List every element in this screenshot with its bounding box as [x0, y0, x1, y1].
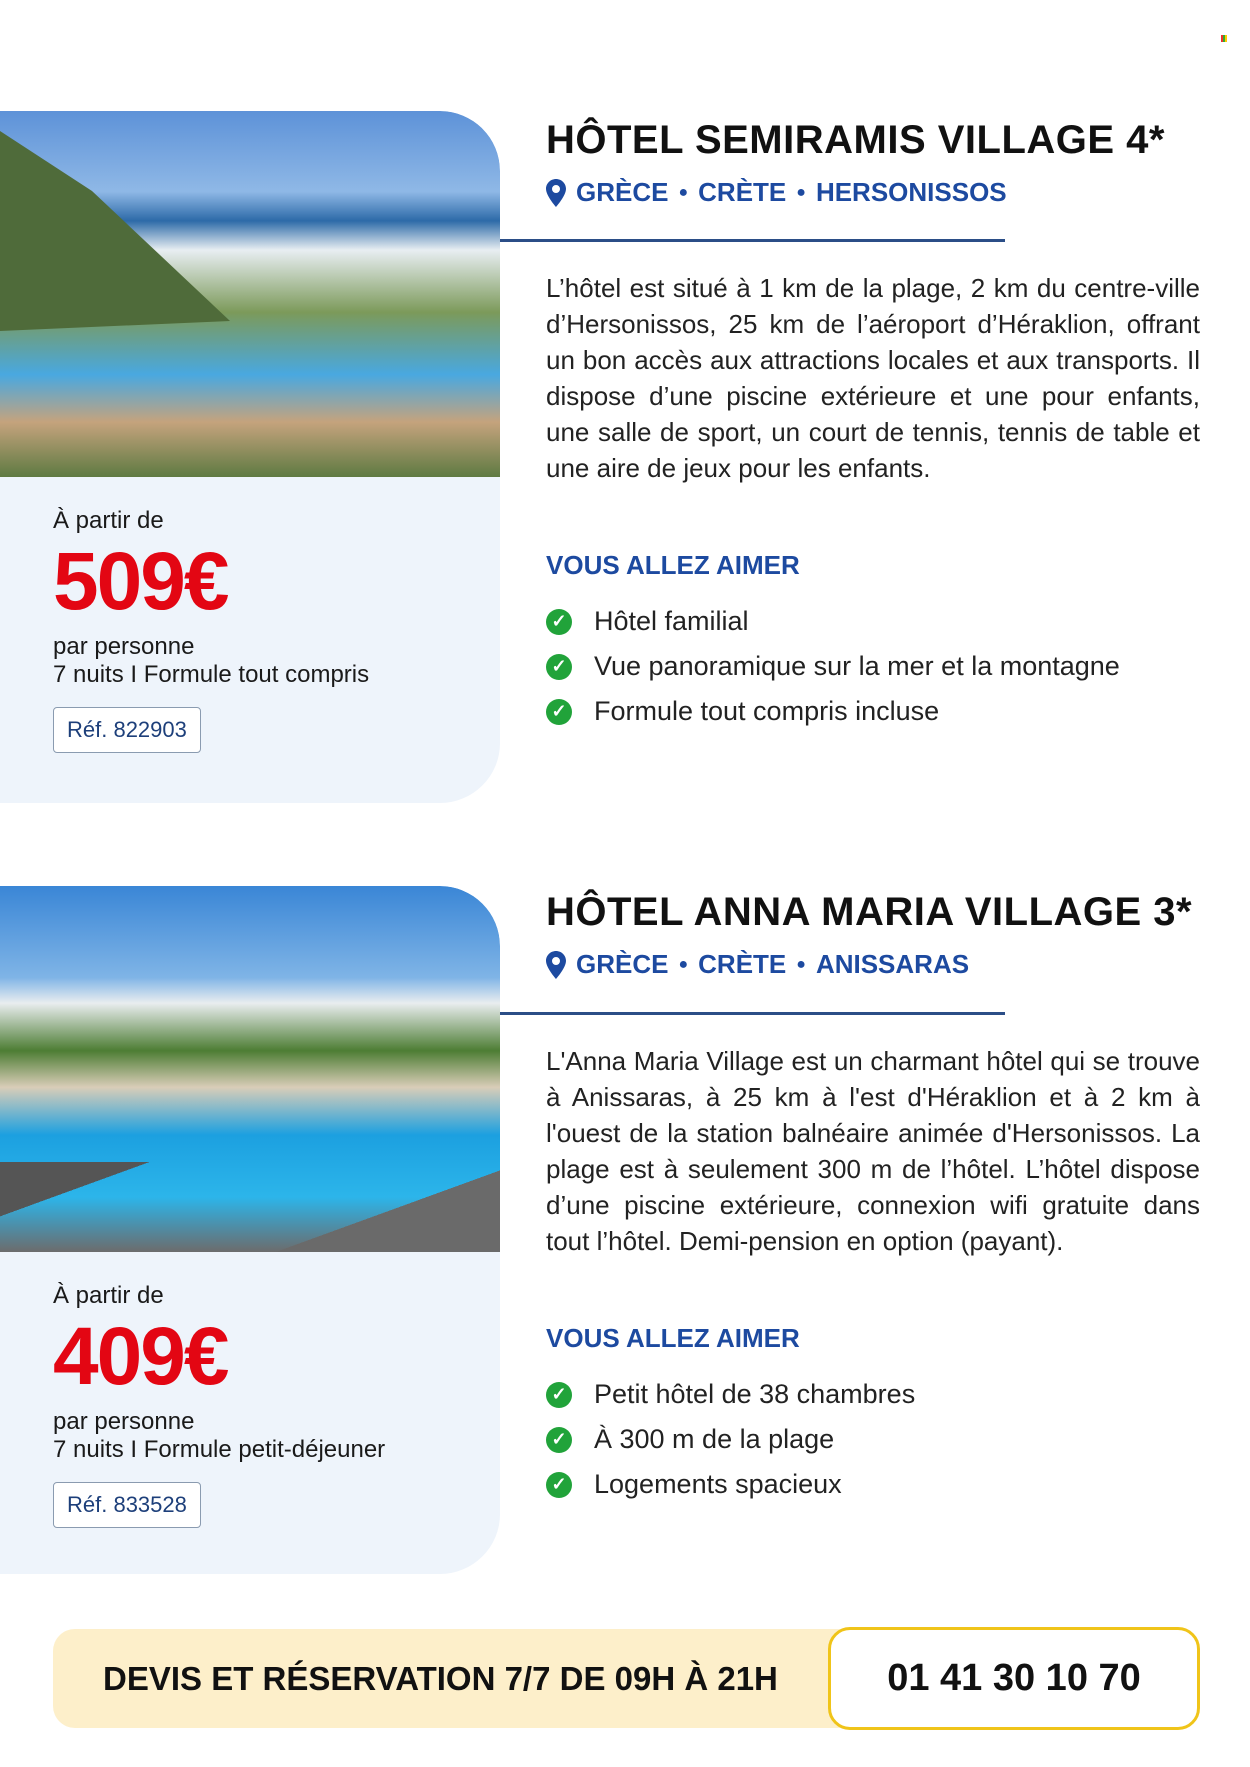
- hotel-card-anna-maria: [0, 886, 500, 1574]
- location-city: ANISSARAS: [815, 949, 970, 979]
- highlight-text: Vue panoramique sur la mer et la montagne: [594, 651, 1120, 681]
- check-circle-icon: ✓: [546, 699, 572, 725]
- hotel-card-semiramis: [0, 111, 500, 803]
- hotel-photo: [0, 111, 500, 477]
- hotel-description: L'Anna Maria Village est un charmant hôtel qui se trouve à Anissaras, à 25 km à l'est d'Héraklion et à 2 km à l'ouest de la station balnéaire animée d'Hersonissos. La plage est à seulement 300 m de l’hôtel. L’hôtel dispose d’une piscine extérieure, connexion wifi gratuite dans tout l’hôtel. Demi-pension en option (payant).: [546, 1046, 1200, 1256]
- highlight-text: Petit hôtel de 38 chambres: [594, 1379, 916, 1409]
- booking-banner: [53, 1629, 1199, 1728]
- hotel-title: HÔTEL ANNA MARIA VILLAGE 3*: [546, 890, 1193, 934]
- location: GRÈCE ● CRÈTE ● ANISSARAS: [546, 949, 1200, 980]
- hotel-details: [546, 118, 1200, 208]
- hotel-details: [546, 890, 1200, 980]
- highlight-item: [546, 599, 1200, 644]
- per-person-label: par personne: [53, 1408, 195, 1435]
- location-country: GRÈCE: [576, 949, 669, 979]
- highlights-title: VOUS ALLEZ AIMER: [546, 550, 800, 580]
- highlight-item: [546, 1372, 1200, 1417]
- hotel-description: L’hôtel est situé à 1 km de la plage, 2 km du centre-ville d’Hersonissos, 25 km de l’aéroport d’Héraklion, offrant un bon accès aux attractions locales et aux transports. Il dispose d’une piscine extérieure et une pour enfants, une salle de sport, un court de tennis, tennis de table et une aire de jeux pour les enfants.: [546, 273, 1200, 483]
- check-circle-icon: ✓: [546, 654, 572, 680]
- divider: [500, 1012, 1005, 1015]
- price: 409€: [53, 1311, 228, 1402]
- formula-label: 7 nuits I Formule tout compris: [53, 661, 370, 688]
- highlights-title: VOUS ALLEZ AIMER: [546, 1323, 800, 1353]
- highlight-text: Formule tout compris incluse: [594, 696, 940, 726]
- hotel-title: HÔTEL SEMIRAMIS VILLAGE 4*: [546, 118, 1165, 162]
- per-person-label: par personne: [53, 633, 195, 660]
- location: GRÈCE ● CRÈTE ● HERSONISSOS: [546, 177, 1200, 208]
- highlight-item: [546, 689, 1200, 734]
- reference-badge: Réf. 822903: [53, 707, 201, 753]
- location-region: CRÈTE: [698, 949, 787, 979]
- map-pin-icon: [546, 951, 566, 979]
- map-pin-icon: [546, 179, 566, 207]
- corner-mark: [1221, 35, 1227, 42]
- divider: [500, 239, 1005, 242]
- price-from-label: À partir de: [53, 507, 164, 534]
- location-region: CRÈTE: [698, 177, 787, 207]
- check-circle-icon: ✓: [546, 609, 572, 635]
- highlight-item: [546, 1417, 1200, 1462]
- check-circle-icon: ✓: [546, 1427, 572, 1453]
- reference-badge: Réf. 833528: [53, 1482, 201, 1528]
- formula-label: 7 nuits I Formule petit-déjeuner: [53, 1436, 386, 1463]
- booking-hours-text: DEVIS ET RÉSERVATION 7/7 DE 09H À 21H: [103, 1660, 778, 1697]
- highlight-text: À 300 m de la plage: [594, 1424, 835, 1454]
- location-country: GRÈCE: [576, 177, 669, 207]
- highlight-text: Hôtel familial: [594, 606, 749, 636]
- price-from-label: À partir de: [53, 1282, 164, 1309]
- highlight-item: [546, 1462, 1200, 1507]
- highlight-item: [546, 644, 1200, 689]
- location-city: HERSONISSOS: [815, 177, 1007, 207]
- price: 509€: [53, 536, 228, 627]
- hotel-photo: [0, 886, 500, 1252]
- phone-number[interactable]: 01 41 30 10 70: [828, 1627, 1200, 1730]
- check-circle-icon: ✓: [546, 1472, 572, 1498]
- check-circle-icon: ✓: [546, 1382, 572, 1408]
- highlight-text: Logements spacieux: [594, 1469, 842, 1499]
